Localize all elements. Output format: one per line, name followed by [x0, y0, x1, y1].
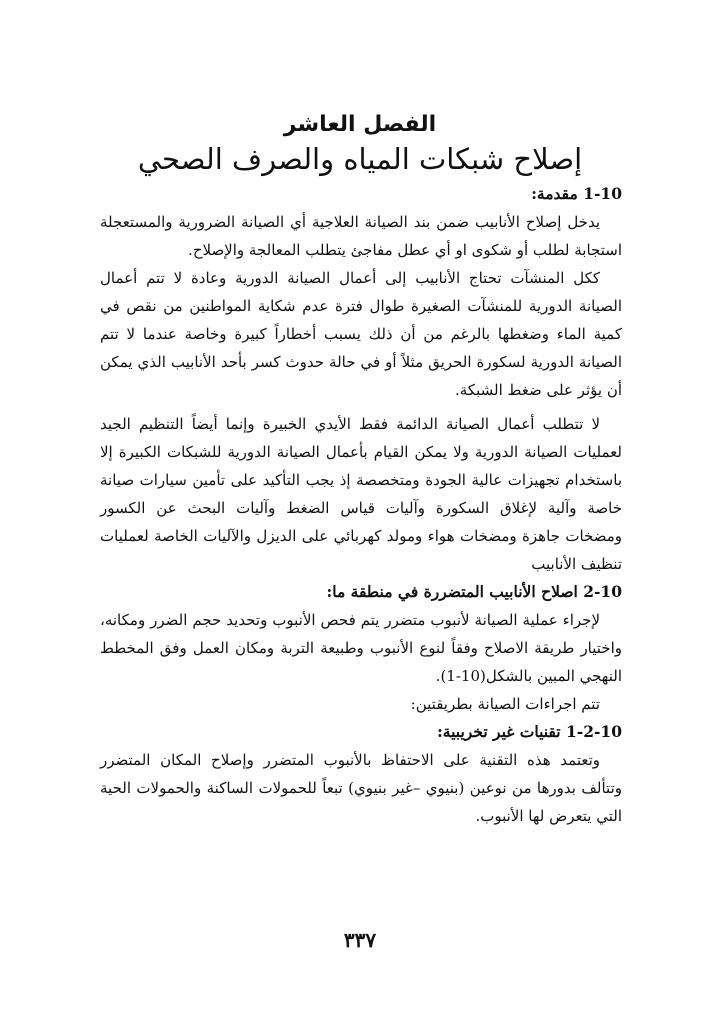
subsection-heading: 1-2-10 تقنيات غير تخريبية:: [437, 722, 622, 741]
chapter-label: الفصل العاشر: [283, 112, 437, 137]
paragraph: تتم اجراءات الصيانة بطريقتين:: [410, 695, 600, 713]
section-heading: 1-10 مقدمة:: [531, 184, 622, 203]
paragraph: وتعتمد هذه التقنية على الاحتفاظ بالأنبوب المتضرر وإصلاح المكان المتضرر وتتألف بدورها من نوعين (بنيوي –غير بنيوي) تبعاً للحمولات الساكنة والحمولات الحية التي يتعرض لها الأنبوب.: [100, 751, 622, 825]
section-heading: 2-10 اصلاح الأنابيب المتضررة في منطقة ما:: [326, 582, 622, 601]
paragraph: لإجراء عملية الصيانة لأنبوب متضرر يتم فحص الأنبوب وتحديد حجم الضرر ومكانه، واختيار طريقة الاصلاح وفقاً لنوع الأنبوب وطبيعة التربة ومكان العمل وفق المخطط النهجي المبين بالشكل(10-1).: [100, 611, 622, 685]
page-number: ٣٣٧: [343, 928, 377, 952]
document-body: [100, 174, 622, 830]
chapter-title: إصلاح شبكات المياه والصرف الصحي: [137, 142, 583, 176]
paragraph: ككل المنشآت تحتاج الأنابيب إلى أعمال الصيانة الدورية وعادة لا تتم أعمال الصيانة الدورية للمنشآت الصغيرة طوال فترة عدم شكاية المواطنين من نقص في كمية الماء وضغطها بالرغم من أن ذلك يسبب أخطاراً كبيرة وخاصة عندما لا تتم الصيانة الدورية لسكورة الحريق مثلاً أو في حالة حدوث كسر بأحد الأنابيب الذي يمكن أن يؤثر على ضغط الشبكة.: [100, 269, 622, 399]
paragraph: لا تتطلب أعمال الصيانة الدائمة فقط الأيدي الخبيرة وإنما أيضاً التنظيم الجيد لعمليات الصيانة الدورية ولا يمكن القيام بأعمال الصيانة الدورية للشبكات الكبيرة إلا باستخدام تجهيزات عالية الجودة ومتخصصة إذ يجب التأكيد على تأمين سيارات صيانة خاصة وآلية لإغلاق السكورة وآليات قياس الضغط وآليات البحث عن الكسور ومضخات جاهزة ومضخات هواء ومولد كهربائي على الديزل والآليات الخاصة لعمليات تنظيف الأنابيب: [100, 415, 622, 573]
paragraph: يدخل إصلاح الأنابيب ضمن بند الصيانة العلاجية أي الصيانة الضرورية والمستعجلة استجابة لطلب أو شكوى او أي عطل مفاجئ يتطلب المعالجة والإصلاح.: [100, 213, 622, 259]
